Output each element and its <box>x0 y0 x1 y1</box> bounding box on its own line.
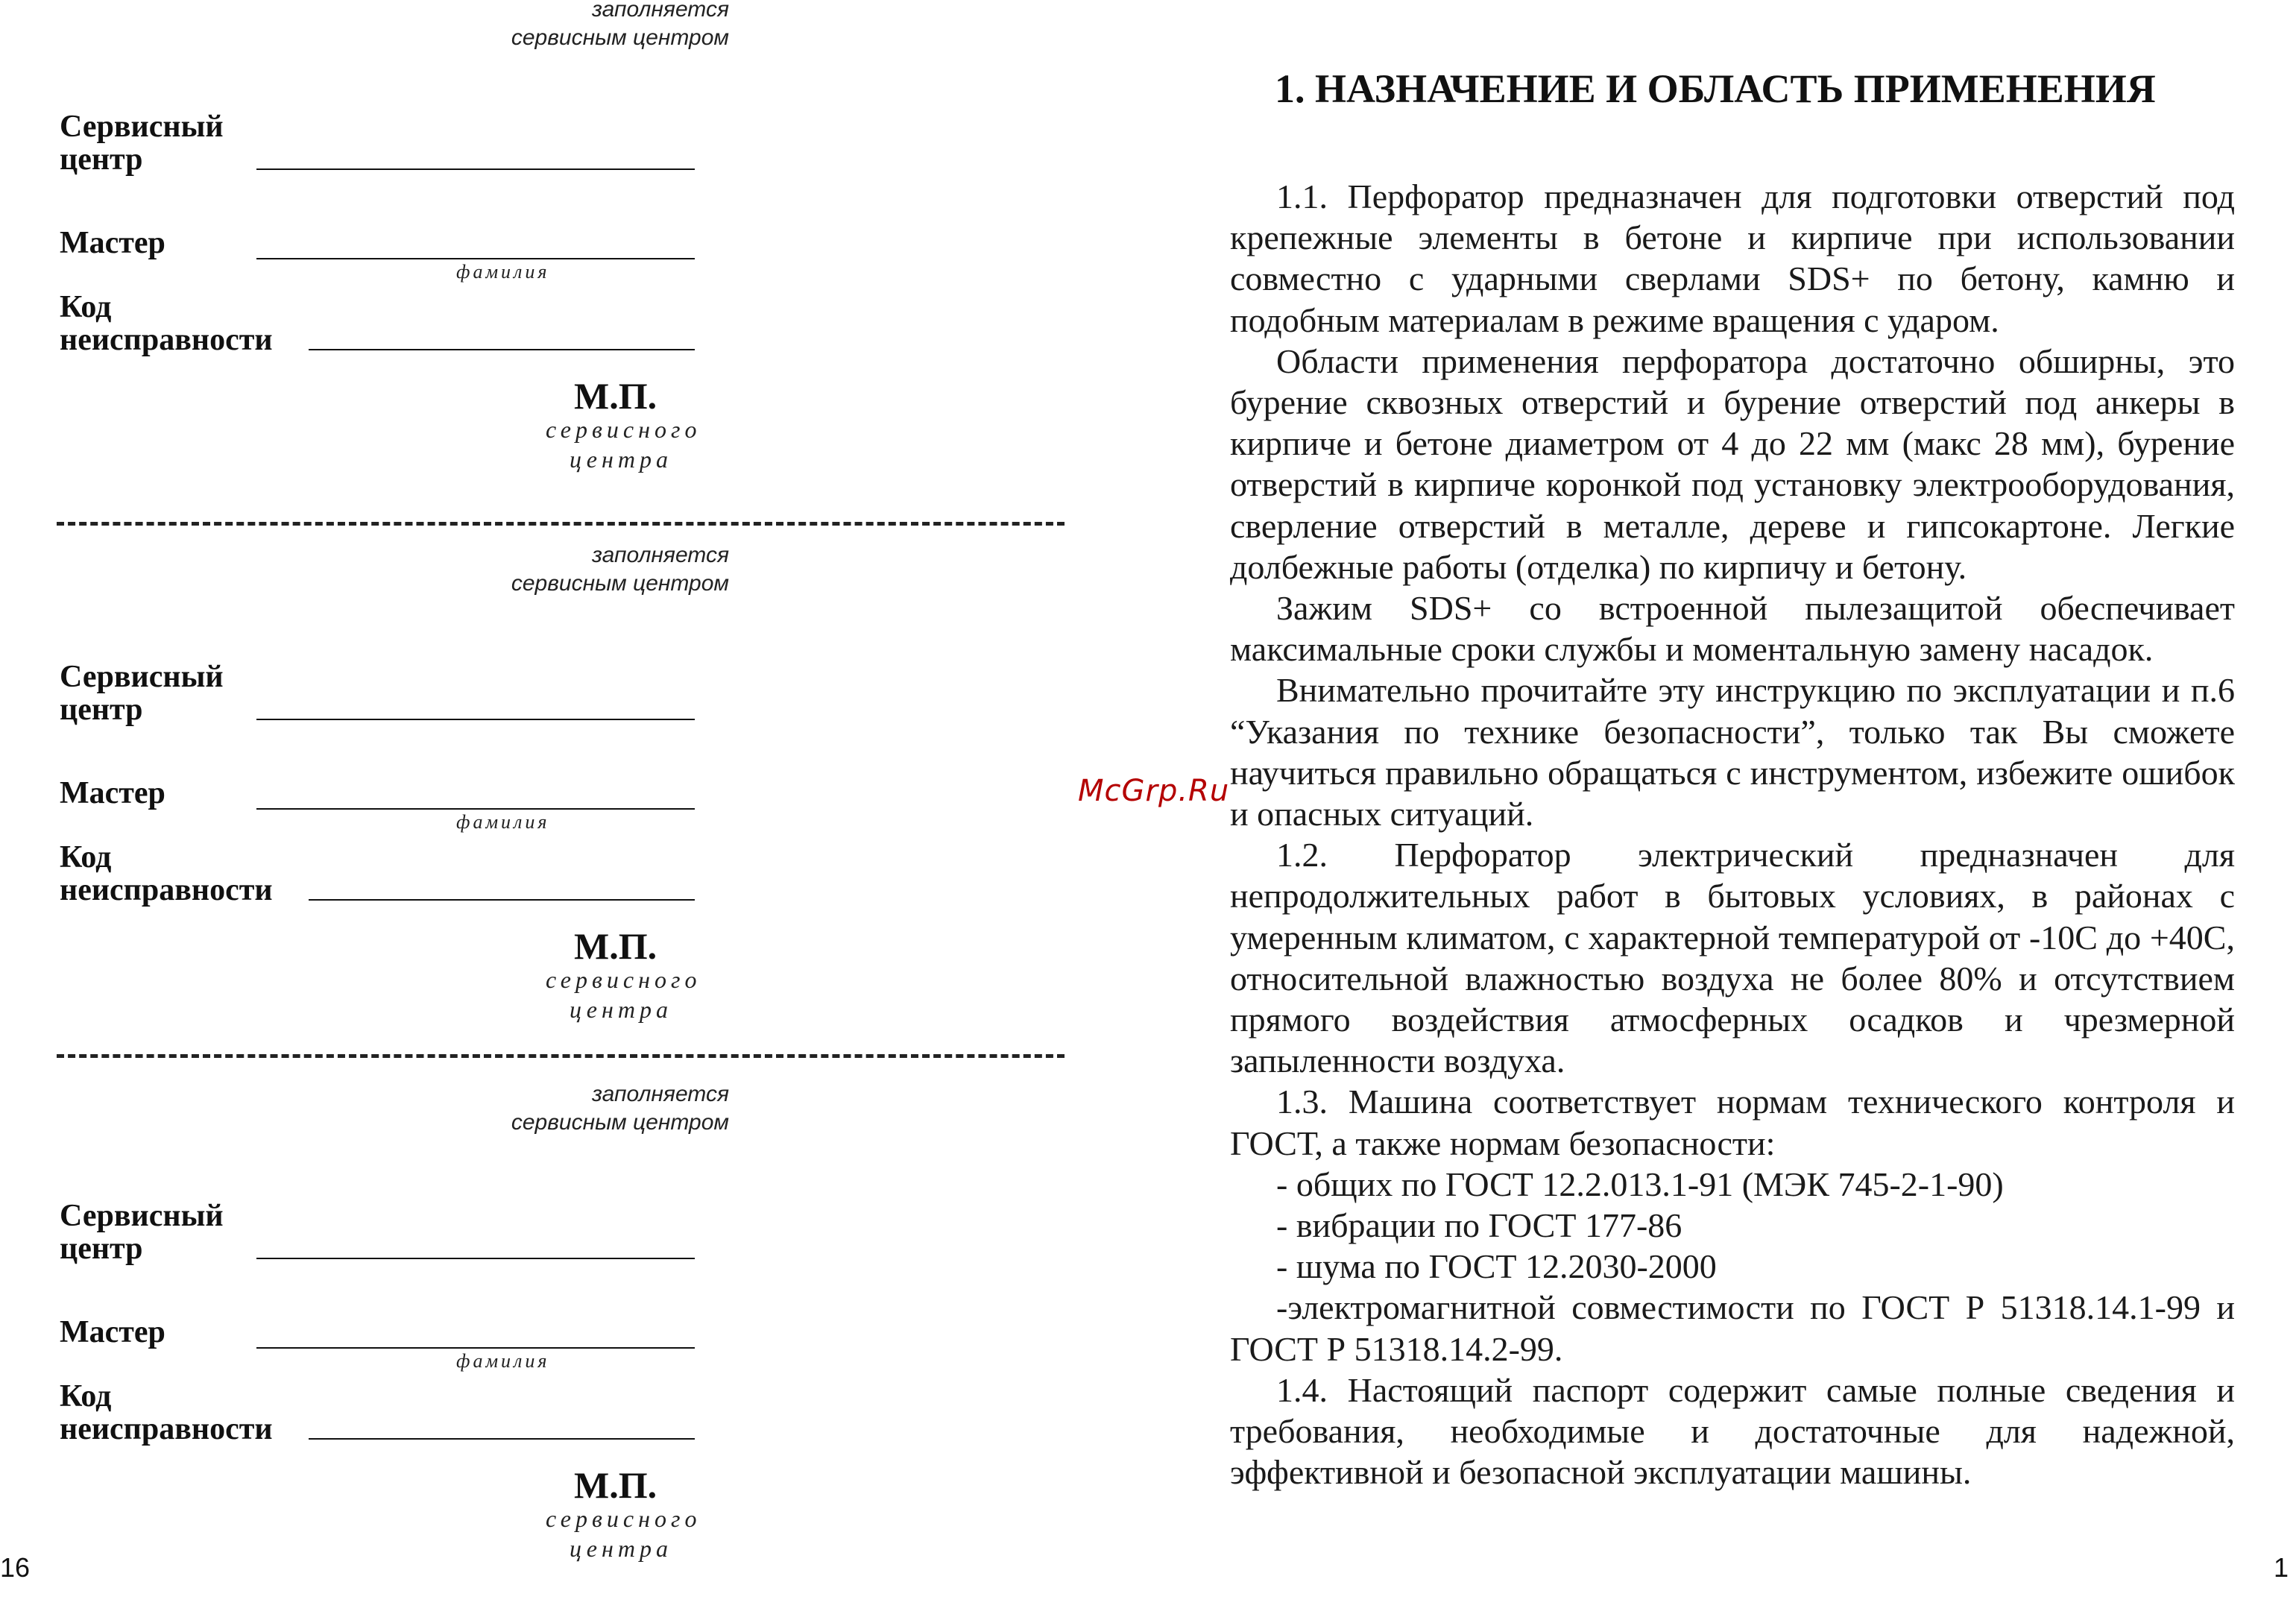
list-item: - шума по ГОСТ 12.2030-2000 <box>1276 1247 1717 1286</box>
master-field[interactable] <box>256 258 695 259</box>
paragraph: 1.4. Настоящий паспорт содержит самые полные сведения и требования, необходимые и достаточные для надежной, эффективной и безопасной эксплуатации машины. <box>1230 1370 2235 1492</box>
paragraph: -электромагнитной совместимости по ГОСТ Р 51318.14.1-99 и ГОСТ Р 51318.14.2-99. <box>1230 1288 2235 1368</box>
service-coupon-2 <box>0 532 1073 1084</box>
paragraph: Зажим SDS+ со встроенной пылезащитой обеспечивает максимальные сроки службы и моментальную замену насадок. <box>1230 589 2235 669</box>
page-number-left: 16 <box>0 1552 31 1583</box>
filled-by-note: заполняется сервисным центром <box>511 1082 729 1135</box>
paragraph: Внимательно прочитайте эту инструкцию по эксплуатации и п.6 “Указания по технике безопасности”, только так Вы сможете научиться правильно обращаться с инструментом, избежите ошибок и опасных ситуаций. <box>1230 671 2235 833</box>
service-center-label: Сервисный центр <box>60 110 224 177</box>
page-number-right: 1 <box>2274 1552 2289 1583</box>
section-body <box>1230 176 2235 1493</box>
filled-by-note: заполняется сервисным центром <box>511 543 729 596</box>
fault-code-field[interactable] <box>309 1438 695 1440</box>
section-heading: 1. НАЗНАЧЕНИЕ И ОБЛАСТЬ ПРИМЕНЕНИЯ <box>1275 66 2156 111</box>
paragraph: 1.3. Машина соответствует нормам технического контроля и ГОСТ, а также нормам безопасности: <box>1230 1082 2235 1162</box>
stamp-caption-line2: центра <box>570 996 672 1023</box>
watermark: McGrp.Ru <box>1078 774 1230 808</box>
surname-caption: фамилия <box>456 261 550 283</box>
stamp-caption-line2: центра <box>570 1535 672 1562</box>
service-center-field[interactable] <box>256 1258 695 1259</box>
stamp-caption-line1: сервисного <box>546 966 701 993</box>
service-center-label: Сервисный центр <box>60 1199 224 1266</box>
filled-by-note: заполняется сервисным центром <box>511 0 729 50</box>
stamp-label: М.П. <box>574 925 657 967</box>
stamp-caption-line2: центра <box>570 446 672 473</box>
surname-caption: фамилия <box>456 1350 550 1372</box>
stamp-label: М.П. <box>574 1464 657 1506</box>
master-field[interactable] <box>256 808 695 810</box>
cut-line <box>57 1054 1065 1058</box>
list-item: - общих по ГОСТ 12.2.013.1-91 (МЭК 745-2-1-90) <box>1276 1165 2004 1203</box>
master-field[interactable] <box>256 1347 695 1349</box>
master-label: Мастер <box>60 776 165 810</box>
surname-caption: фамилия <box>456 811 550 833</box>
fault-code-label: Код неисправности <box>60 1379 273 1446</box>
stamp-caption-line1: сервисного <box>546 416 701 443</box>
service-coupon-1 <box>0 0 1073 534</box>
service-center-field[interactable] <box>256 719 695 720</box>
master-label: Мастер <box>60 1315 165 1349</box>
service-coupon-3 <box>0 1071 1073 1623</box>
fault-code-field[interactable] <box>309 349 695 350</box>
stamp-caption-line1: сервисного <box>546 1505 701 1532</box>
paragraph: Области применения перфоратора достаточно обширны, это бурение сквозных отверстий и бурение отверстий под анкеры в кирпиче и бетоне диаметром от 4 до 22 мм (макс 28 мм), бурение отверстий в кирпиче коронкой под установку электрооборудования, сверление отверстий в металле, дереве и гипсокартоне. Легкие долбежные работы (отделка) по кирпичу и бетону. <box>1230 341 2235 586</box>
service-center-field[interactable] <box>256 168 695 170</box>
master-label: Мастер <box>60 226 165 260</box>
fault-code-field[interactable] <box>309 899 695 901</box>
service-center-label: Сервисный центр <box>60 660 224 727</box>
fault-code-label: Код неисправности <box>60 290 273 357</box>
fault-code-label: Код неисправности <box>60 840 273 907</box>
paragraph: 1.2. Перфоратор электрический предназначен для непродолжительных работ в бытовых условиях, в районах с умеренным климатом, с характерной температурой от -10С до +40С, относительной влажностью воздуха не более 80% и отсутствием прямого воздействия атмосферных осадков и чрезмерной запыленности воздуха. <box>1230 836 2235 1080</box>
paragraph: 1.1. Перфоратор предназначен для подготовки отверстий под крепежные элементы в бетоне и кирпиче при использовании совместно с ударными сверлами SDS+ по бетону, камню и подобным материалам в режиме вращения с ударом. <box>1230 177 2235 339</box>
list-item: - вибрации по ГОСТ 177-86 <box>1276 1206 1682 1245</box>
cut-line <box>57 522 1065 526</box>
stamp-label: М.П. <box>574 375 657 417</box>
